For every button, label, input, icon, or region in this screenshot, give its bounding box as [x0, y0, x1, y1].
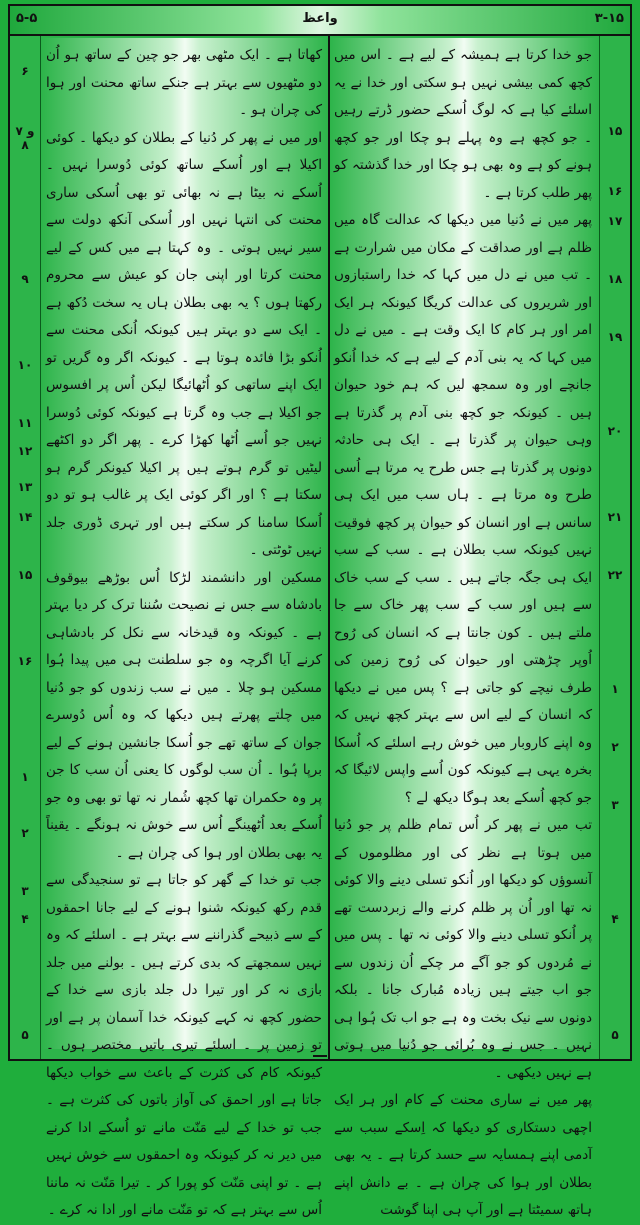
book-title: واعظ: [302, 11, 338, 26]
verse-number: ۲: [611, 740, 619, 754]
verse-number: ۱۰: [17, 358, 33, 372]
verse-number: ۱۶: [607, 184, 623, 198]
verse-number: ۳: [611, 798, 619, 812]
verse-number: ۵: [611, 1028, 619, 1042]
paragraph: پھر میں نے ساری محنت کے کام اور ہر ایک اچھی دستکاری کو دیکھا کہ اِسکے سبب سے آدمی اپنے ہمسایہ سے حسد کرتا ہے ۔ یہ بھی بطلان اور ہوا کی چران ہے ۔ بے دانش اپنے ہاتھ سمیٹتا ہے اور آپ ہی اپنا گوشت: [334, 1092, 592, 1218]
chapter-verse-ref-left: ۵-۵: [16, 11, 38, 26]
paragraph: جو خدا کرتا ہے ہمیشہ کے لیے ہے ۔ اس میں کچھ کمی بیشی نہیں ہو سکتی اور خدا نے یہ اسلئے کیا ہے کہ لوگ اُسکے حضور ڈرتے رہیں ۔ جو کچھ ہے وہ پہلے ہو چکا اور جو کچھ ہونے کو ہے وہ بھی ہو چکا اور خدا گذشتہ کو پھر طلب کرتا ہے ۔: [334, 47, 592, 201]
paragraph: تب میں نے پھر کر اُس تمام ظلم پر جو دُنیا میں ہوتا ہے نظر کی اور مظلوموں کے آنسوؤں کو دیکھا اور اُنکو تسلی دینے والا کوئی نہ تھا اور اُن پر ظلم کرنے والے زبردست تھے پر اُنکو تسلی دینے والا کوئی نہ تھا ۔ پس میں نے مُردوں کو جو آگے مر چکے اُن زندوں سے جو اب جیتے ہیں زیادہ مُبارک جانا ۔ بلکہ دونوں سے نیک بخت وہ ہے جو اب تک ہُوا ہی نہیں ۔ جس نے وہ بُرائی جو دُنیا میں ہوتی ہے نہیں دیکھی ۔: [334, 817, 592, 1081]
verse-number: ۵: [21, 1028, 29, 1042]
right-margin-rule: [599, 36, 600, 1059]
verse-number: ۱۷: [607, 214, 623, 228]
verse-number: ۱۹: [607, 330, 623, 344]
verse-number: ۶: [21, 64, 29, 78]
verse-number: ۷ و ۸: [15, 124, 35, 152]
verse-number: ۲۱: [607, 510, 623, 524]
verse-number: ۱۴: [17, 510, 33, 524]
verse-number: ۱۳: [17, 480, 33, 494]
verse-number: ۳: [21, 884, 29, 898]
paragraph: پھر میں نے دُنیا میں دیکھا کہ عدالت گاہ میں ظلم ہے اور صداقت کے مکان میں شرارت ہے ۔ تب میں نے دل میں کہا کہ خدا راستبازوں اور شریروں کی عدالت کریگا کیونکہ ہر ایک امر اور ہر کام کا ایک وقت ہے ۔ میں نے دل میں کہا کہ یہ بنی آدم کے لیے ہے کہ خدا اُنکو جانچے اور وہ سمجھ لیں کہ ہم خود حیوان ہیں ۔ کیونکہ جو کچھ بنی آدم پر گذرتا ہے وہی حیوان پر گذرتا ہے ۔ ایک ہی حادثہ دونوں پر گذرتا ہے جس طرح یہ مرتا ہے اُسی طرح وہ مرتا ہے ۔ ہاں سب میں ایک ہی سانس ہے اور انسان کو حیوان پر کچھ فوقیت نہیں کیونکہ سب بطلان ہے ۔ سب کے سب ایک ہی جگہ جاتے ہیں ۔ سب کے سب خاک سے ہیں اور سب کے سب پھر خاک سے جا ملتے ہیں ۔ کون جانتا ہے کہ انسان کی رُوح اُوپر چڑھتی اور حیوان کی رُوح زمین کی طرف نیچے کو جاتی ہے ؟ پس میں نے دیکھا کہ انسان کے لیے اس سے بہتر کچھ نہیں کہ وہ اپنے کاروبار میں خوش رہے اسلئے کہ اُسکا بخرہ یہی ہے کیونکہ کون اُسے واپس لائیگا کہ جو کچھ اُسکے بعد ہوگا دیکھ لے ؟: [334, 212, 592, 806]
paragraph: کھاتا ہے ۔ ایک مٹھی بھر جو چین کے ساتھ ہو اُن دو مٹھیوں سے بہتر ہے جنکے ساتھ محنت اور ہوا کی چران ہو ۔: [46, 47, 322, 118]
paragraph: جب تو خدا کے گھر کو جاتا ہے تو سنجیدگی سے قدم رکھ کیونکہ شنوا ہونے کے لیے جانا احمقوں کے سے ذبیحے گذراننے سے بہتر ہے ۔ اسلئے کہ وہ نہیں سمجھتے کہ بدی کرتے ہیں ۔ بولنے میں جلد بازی نہ کر اور تیرا دل جلد بازی سے خدا کے حضور کچھ نہ کہے کیونکہ خدا آسمان پر ہے اور تو زمین پر ۔ اسلئے تیری باتیں مختصر ہوں ۔ کیونکہ کام کی کثرت کے باعث سے خواب دیکھا جاتا ہے اور احمق کی آواز باتوں کی کثرت ہے ۔ جب تو خدا کے لیے مَنّت مانے تو اُسکے ادا کرنے میں دیر نہ کر کیونکہ وہ احمقوں سے خوش نہیں ہے ۔ تو اپنی مَنّت کو پورا کر ۔ تیرا مَنّت نہ ماننا اُس سے بہتر ہے کہ تو مَنّت مانے اور ادا نہ کرے ۔: [46, 872, 322, 1218]
left-text-column: [42, 38, 328, 1218]
verse-number: ۹: [21, 272, 29, 286]
paragraph: مسکین اور دانشمند لڑکا اُس بوڑھے بیوقوف بادشاہ سے جس نے نصیحت سُننا ترک کر دیا بہتر ہے ۔ کیونکہ وہ قیدخانہ سے نکل کر بادشاہی کرنے آیا اگرچہ وہ جو سلطنت ہی میں پیدا ہُوا مسکین ہو چلا ۔ میں نے سب زندوں کو جو دُنیا میں چلتے پھرتے ہیں دیکھا کہ وہ اُس دُوسرے جوان کے ساتھ تھے جو اُسکا جانشین ہونے کے لیے برپا ہُوا ۔ اُن سب لوگوں کا یعنی اُن سب کا جن پر وہ حکمران تھا کچھ شُمار نہ تھا تو بھی وہ جو اُسکے بعد اُٹھینگے اُس سے خوش نہ ہونگے ۔ یقیناً یہ بھی بطلان اور ہوا کی چران ہے ۔: [46, 569, 322, 861]
paragraph: اور میں نے پھر کر دُنیا کے بطلان کو دیکھا ۔ کوئی اکیلا ہے اور اُسکے ساتھ کوئی دُوسرا نہیں ۔ اُسکے نہ بیٹا ہے نہ بھائی تو بھی اُسکی ساری محنت کی انتہا نہیں اور اُسکی آنکھ دولت سے سیر نہیں ہوتی ۔ وہ کہتا ہے میں کس کے لیے محنت کرتا اور اپنی جان کو عیش سے محروم رکھتا ہوں ؟ یہ بھی بطلان ہاں یہ سخت دُکھ ہے ۔ ایک سے دو بہتر ہیں کیونکہ اُنکی محنت سے اُنکو بڑا فائدہ ہوتا ہے ۔ کیونکہ اگر وہ گریں تو ایک اپنے ساتھی کو اُٹھائیگا لیکن اُس پر افسوس جو اکیلا ہے جب وہ گرتا ہے کیونکہ کوئی دُوسرا نہیں جو اُسے اُٹھا کھڑا کرے ۔ پھر اگر دو اکٹھے لیٹیں تو گرم ہوتے ہیں پر اکیلا کیونکر گرم ہو سکتا ہے ؟ اور اگر کوئی ایک پر غالب ہو تو دو اُسکا سامنا کر سکتے ہیں اور تہری ڈوری جلد نہیں ٹوٹتی ۔: [46, 129, 322, 558]
verse-number: ۲: [21, 826, 29, 840]
verse-number: ۱: [611, 682, 619, 696]
verse-number: ۱۱: [17, 416, 33, 430]
verse-number: ۲۲: [607, 568, 623, 582]
chapter-verse-ref-right: ۳-۱۵: [594, 11, 624, 26]
right-text-column: [330, 38, 598, 1218]
verse-number: ۱۵: [17, 568, 33, 582]
left-margin-rule: [40, 36, 41, 1059]
verse-number: ۱: [21, 770, 29, 784]
verse-number: ۱۸: [607, 272, 623, 286]
verse-number: ۱۶: [17, 654, 33, 668]
page-footer-mark: [313, 1055, 327, 1057]
verse-number: ۱۵: [607, 124, 623, 138]
column-divider: [328, 36, 330, 1059]
verse-number: ۴: [21, 912, 29, 926]
scripture-page: [8, 4, 632, 1218]
verse-number: ۲۰: [607, 424, 623, 438]
page-header: [10, 6, 630, 36]
verse-number: ۴: [611, 912, 619, 926]
verse-number: ۱۲: [17, 444, 33, 458]
